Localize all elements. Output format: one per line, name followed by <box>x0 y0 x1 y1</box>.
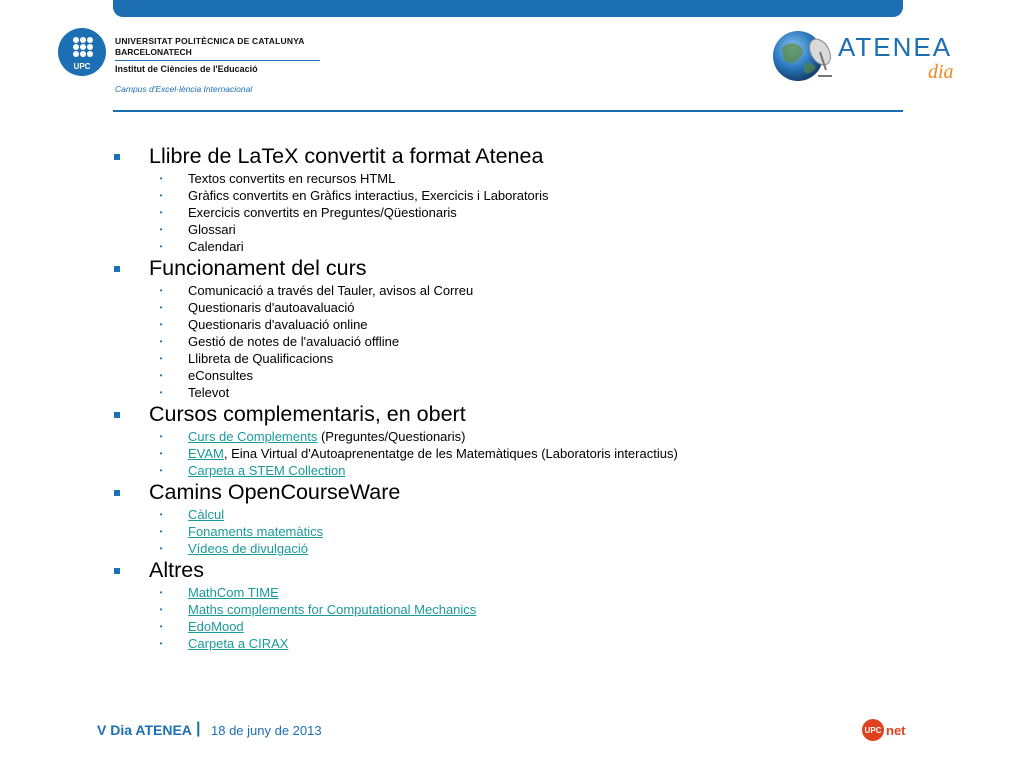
list-item-content <box>188 222 236 237</box>
section-heading <box>112 143 912 170</box>
footer-date: 18 de juny de 2013 <box>211 723 322 738</box>
list-item[interactable] <box>112 462 912 479</box>
square-bullet-icon <box>114 266 120 272</box>
item-text: (Preguntes/Questionaris) <box>317 429 466 444</box>
upc-logo-dot <box>80 37 86 43</box>
item-link[interactable]: Càlcul <box>188 507 225 522</box>
list-item-content <box>188 300 355 315</box>
item-link[interactable]: EdoMood <box>188 619 244 634</box>
item-link[interactable]: Fonaments matemàtics <box>188 524 324 539</box>
list-item <box>112 384 912 401</box>
bullet-icon: • <box>159 605 163 614</box>
bullet-icon: • <box>159 286 163 295</box>
footer-separator: | <box>196 720 201 737</box>
list-item <box>112 333 912 350</box>
item-link[interactable]: Curs de Complements <box>188 429 318 444</box>
list-item <box>112 204 912 221</box>
list-item-content <box>188 524 323 539</box>
upcnet-logo <box>861 718 913 742</box>
item-text: Gestió de notes de l'avaluació offline <box>188 334 400 349</box>
top-banner-bar <box>113 0 903 17</box>
list-item-content <box>188 602 476 617</box>
bullet-icon: • <box>159 354 163 363</box>
list-item[interactable] <box>112 635 912 652</box>
list-item <box>112 299 912 316</box>
bullet-icon: • <box>159 510 163 519</box>
bullet-icon: • <box>159 432 163 441</box>
item-text: Comunicació a través del Tauler, avisos al Correu <box>188 283 474 298</box>
item-text: Llibreta de Qualificacions <box>188 351 334 366</box>
list-item-content <box>188 317 368 332</box>
bullet-icon: • <box>159 225 163 234</box>
item-link[interactable]: Vídeos de divulgació <box>188 541 308 556</box>
bullet-icon: • <box>159 337 163 346</box>
list-item-content <box>188 351 333 366</box>
bullet-icon: • <box>159 191 163 200</box>
bullet-icon: • <box>159 622 163 631</box>
university-subtitle: BARCELONATECH <box>115 47 192 57</box>
list-item[interactable] <box>112 584 912 601</box>
item-text: Textos convertits en recursos HTML <box>188 171 396 186</box>
section-title: Cursos complementaris, en obert <box>149 402 466 426</box>
list-item-content <box>188 463 346 478</box>
upc-logo-dot <box>80 44 86 50</box>
list-item-content <box>188 239 244 254</box>
item-text: , Eina Virtual d'Autoaprenentatge de les Matemàtiques (Laboratoris interactius) <box>223 446 678 461</box>
upc-logo-dot <box>87 44 93 50</box>
list-item[interactable] <box>112 506 912 523</box>
bullet-icon: • <box>159 449 163 458</box>
list-item-content <box>188 205 457 220</box>
list-item-content <box>188 619 244 634</box>
bullet-icon: • <box>159 303 163 312</box>
atenea-dia-logo <box>770 30 965 86</box>
bullet-icon: • <box>159 639 163 648</box>
bullet-icon: • <box>159 371 163 380</box>
item-link[interactable]: Carpeta a CIRAX <box>188 636 289 651</box>
item-text: Glossari <box>188 222 236 237</box>
list-item-content <box>188 429 465 444</box>
bullet-icon: • <box>159 527 163 536</box>
atenea-wordmark: ATENEA <box>838 32 953 62</box>
bullet-icon: • <box>159 544 163 553</box>
list-item-content <box>188 541 308 556</box>
institute-name: Institut de Ciències de l'Educació <box>115 64 258 74</box>
section-heading <box>112 479 912 506</box>
list-item-content <box>188 585 279 600</box>
list-item-content <box>188 368 253 383</box>
upc-logo <box>58 28 106 76</box>
upc-logo-dot <box>73 37 79 43</box>
list-item-content <box>188 171 395 186</box>
square-bullet-icon <box>114 568 120 574</box>
list-item[interactable] <box>112 601 912 618</box>
upc-logo-dot <box>87 51 93 57</box>
section-heading <box>112 401 912 428</box>
header-divider <box>113 110 903 112</box>
bullet-icon: • <box>159 174 163 183</box>
list-item <box>112 282 912 299</box>
slide-content <box>112 143 912 652</box>
item-text: Gràfics convertits en Gràfics interactius, Exercicis i Laboratoris <box>188 188 549 203</box>
list-item-content <box>188 188 549 203</box>
item-link[interactable]: MathCom TIME <box>188 585 279 600</box>
bullet-icon: • <box>159 208 163 217</box>
upc-logo-dot <box>87 37 93 43</box>
item-text: Calendari <box>188 239 244 254</box>
square-bullet-icon <box>114 154 120 160</box>
list-item-content <box>188 283 473 298</box>
list-item-content <box>188 385 229 400</box>
upc-logo-dot <box>73 44 79 50</box>
section-title: Altres <box>149 558 204 582</box>
item-link[interactable]: EVAM <box>188 446 224 461</box>
bullet-icon: • <box>159 388 163 397</box>
upcnet-net-text: net <box>886 723 906 738</box>
section-title: Llibre de LaTeX convertit a format Atenea <box>149 144 544 168</box>
item-text: eConsultes <box>188 368 254 383</box>
upcnet-upc-text: UPC <box>864 726 882 735</box>
list-item-content <box>188 507 224 522</box>
list-item[interactable] <box>112 540 912 557</box>
upc-logo-text: UPC <box>73 62 91 71</box>
list-item-content <box>188 334 399 349</box>
item-text: Questionaris d'avaluació online <box>188 317 368 332</box>
item-text: Televot <box>188 385 230 400</box>
bullet-icon: • <box>159 320 163 329</box>
institution-block <box>115 36 320 94</box>
list-item[interactable] <box>112 523 912 540</box>
section-heading <box>112 255 912 282</box>
atenea-dia-text: dia <box>928 61 954 83</box>
list-item-content <box>188 446 678 461</box>
section-heading <box>112 557 912 584</box>
list-item <box>112 316 912 333</box>
list-item <box>112 238 912 255</box>
list-item[interactable] <box>112 445 912 462</box>
list-item <box>112 350 912 367</box>
list-item <box>112 221 912 238</box>
bullet-icon: • <box>159 242 163 251</box>
upc-logo-dot <box>80 51 86 57</box>
item-text: Exercicis convertits en Preguntes/Qüestionaris <box>188 205 457 220</box>
list-item <box>112 367 912 384</box>
upc-logo-dot <box>73 51 79 57</box>
bullet-icon: • <box>159 466 163 475</box>
square-bullet-icon <box>114 490 120 496</box>
list-item-content <box>188 636 288 651</box>
university-name: UNIVERSITAT POLITÈCNICA DE CATALUNYA <box>115 36 305 46</box>
bullet-icon: • <box>159 588 163 597</box>
section-title: Funcionament del curs <box>149 256 367 280</box>
campus-tagline: Campus d'Excel·lència Internacional <box>115 84 253 94</box>
item-text: Questionaris d'autoavaluació <box>188 300 355 315</box>
footer-title: V Dia ATENEA <box>97 722 192 738</box>
item-link[interactable]: Maths complements for Computational Mechanics <box>188 602 477 617</box>
list-item <box>112 170 912 187</box>
list-item <box>112 187 912 204</box>
institution-divider <box>115 60 320 61</box>
item-link[interactable]: Carpeta a STEM Collection <box>188 463 346 478</box>
list-item[interactable] <box>112 428 912 445</box>
square-bullet-icon <box>114 412 120 418</box>
section-title: Camins OpenCourseWare <box>149 480 401 504</box>
list-item[interactable] <box>112 618 912 635</box>
